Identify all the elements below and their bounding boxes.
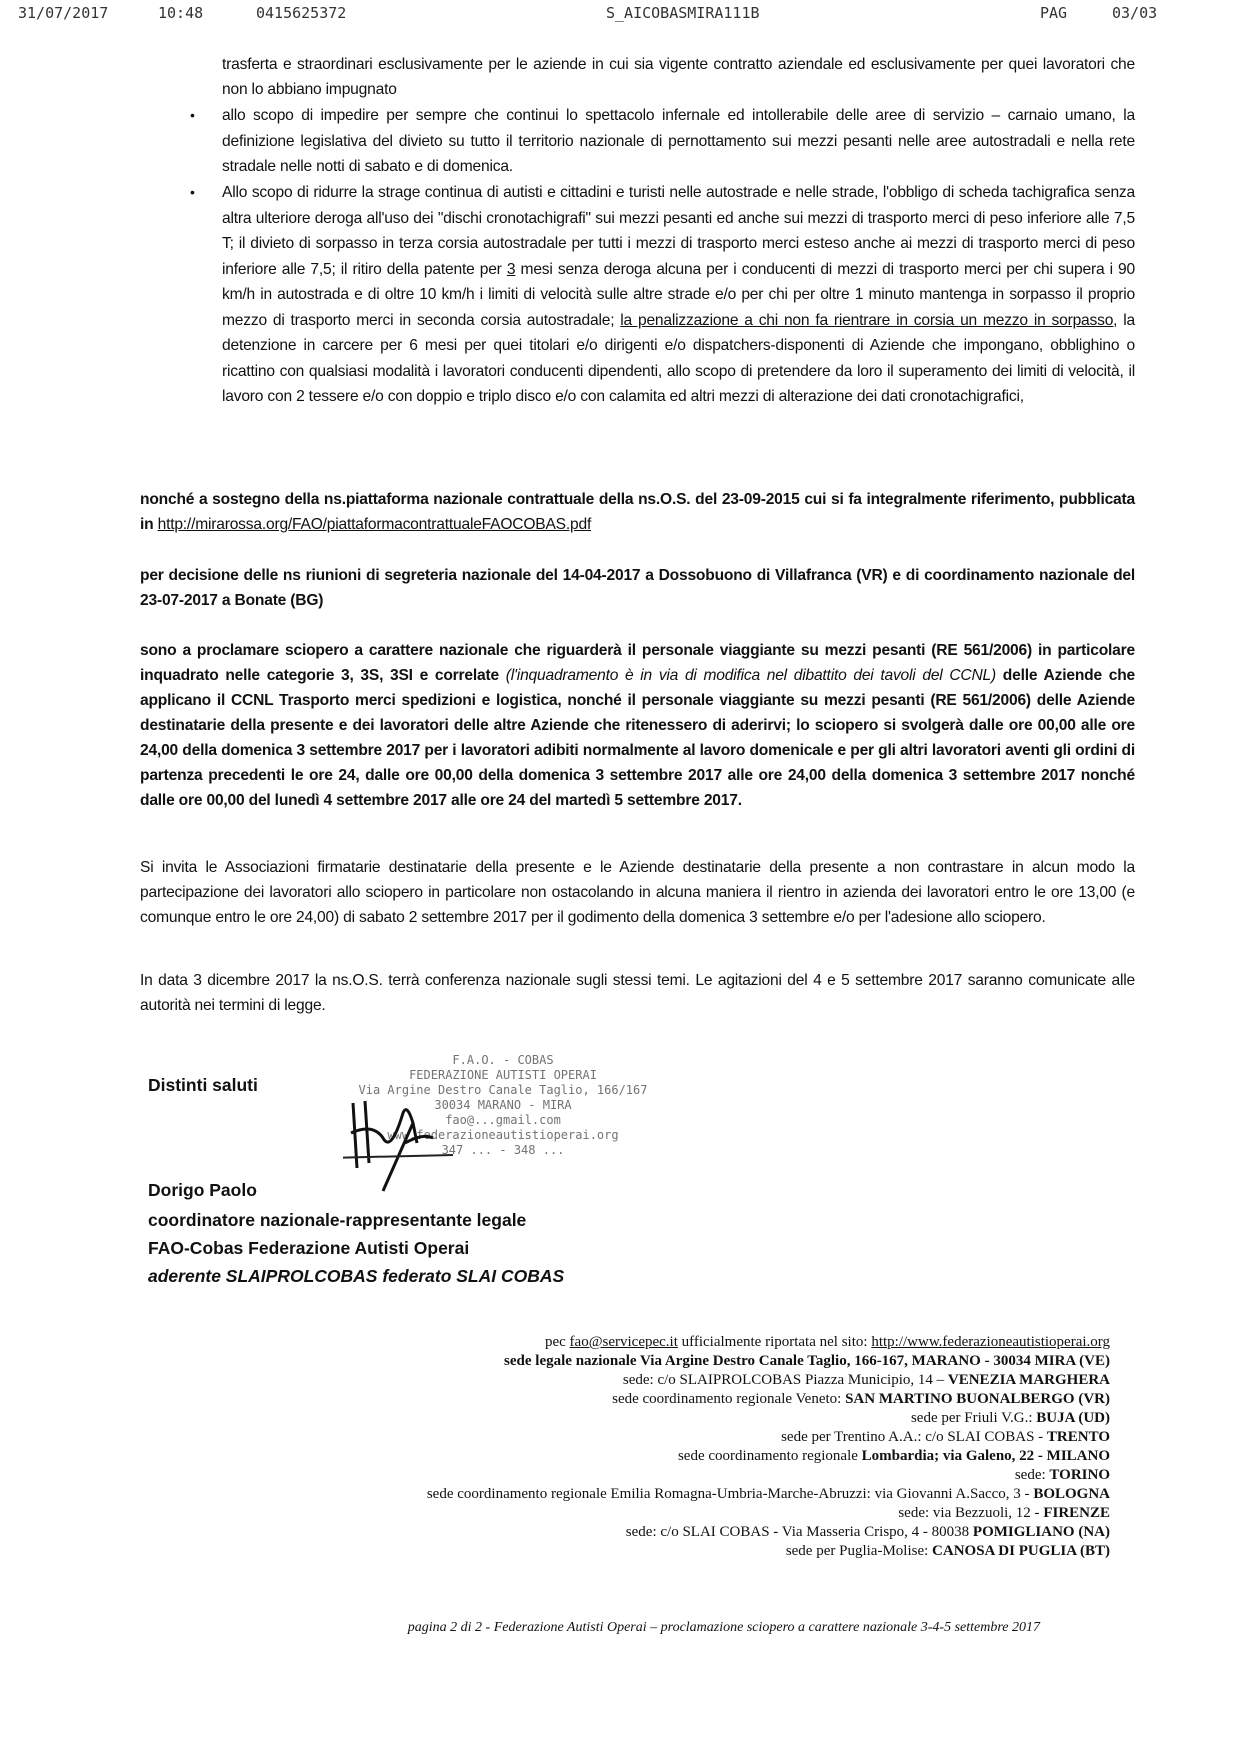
strike-text-part2: delle Aziende che applicano il CCNL Trasporto merci spedizioni e logistica, nonché il personale viaggiante su mezzi pesanti (RE 561/2006) delle Aziende destinatarie della presente e dei lavoratori delle altre Aziende che ritenessero di aderirvi; lo sciopero si svolgerà dalle ore 00,00 alle ore 24,00 della domenica 3 settembre 2017 per i lavoratori adibiti normalmente al lavoro domenicale e per gli altri lavoratori aventi gli ordini di partenza precedenti le ore 24, dalle ore 00,00 della domenica 3 settembre 2017 alle ore 24,00 della domenica 3 settembre 2017 nonché dalle ore 00,00 del lunedì 4 settembre 2017 alle ore 24 del martedì 5 settembre 2017. — [140, 667, 1136, 809]
pec-email-link[interactable]: fao@servicepec.it — [569, 1334, 678, 1350]
strike-paragraph — [140, 638, 1135, 813]
address-line — [210, 1466, 1110, 1484]
address-line — [210, 1504, 1110, 1522]
address-line — [210, 1390, 1110, 1408]
address-value: SAN MARTINO BUONALBERGO (VR) — [845, 1391, 1110, 1407]
conference-paragraph: In data 3 dicembre 2017 la ns.O.S. terrà conferenza nazionale sugli stessi temi. Le agitazioni del 4 e 5 settembre 2017 saranno comunicate alle autorità nei termini di legge. — [140, 972, 1135, 1014]
bullet-item — [190, 103, 1135, 180]
address-value: TRENTO — [1046, 1429, 1110, 1445]
stamp-line: FEDERAZIONE AUTISTI OPERAI — [409, 1068, 597, 1082]
bullet-item — [190, 180, 1136, 410]
stamp-line: 347 ... - 348 ... — [441, 1143, 565, 1157]
address-pec — [210, 1333, 1110, 1351]
address-label: sede: c/o SLAIPROLCOBAS Piazza Municipio, 14 – — [622, 1372, 948, 1388]
bullet-text: allo scopo di impedire per sempre che continui lo spettacolo infernale ed intollerabile delle aree di servizio – carnaio umano, la definizione legislativa del divieto su tutto il territorio nazionale di pernottamento sui mezzi pesanti nelle aree autostradali e nella rete stradale nelle notti di sabato e di domenica. — [222, 107, 1135, 175]
signature-block — [148, 1053, 668, 1303]
bullet-icon: • — [190, 107, 195, 123]
bullet-icon: • — [190, 184, 195, 200]
address-value: POMIGLIANO (NA) — [972, 1524, 1110, 1540]
address-line — [210, 1352, 1110, 1370]
bullet-text-part2: mesi senza deroga alcuna per i conducenti di mezzi di trasporto merci per chi supera i 90 km/h in autostrada e di oltre 10 km/h i limiti di velocità sulle altre strade e/o per chi per oltre 1 minuto mantenga in sorpasso il proprio mezzo di trasporto merci in seconda corsia autostradale; — [222, 260, 1135, 329]
intro-continuation: trasferta e straordinari esclusivamente per le aziende in cui sia vigente contratto aziendale ed esclusivamente per quei lavoratori che non lo abbiano impugnato — [222, 56, 1135, 98]
address-value: BUJA (UD) — [1036, 1410, 1110, 1426]
invite-paragraph: Si invita le Associazioni firmatarie destinatarie della presente e le Aziende destinatarie della presente a non contrastare in alcun modo la partecipazione dei lavoratori allo sciopero in particolare non ostacolando in alcuna maniera il rientro in azienda dei lavoratori entro le ore 13,00 (e comunque entro le ore 24,00) di sabato 2 settembre 2017 per il godimento della domenica 3 settembre e/o per l'adesione allo sciopero. — [140, 859, 1135, 926]
address-value: CANOSA DI PUGLIA (BT) — [932, 1543, 1110, 1559]
stamp-line: 30034 MARANO - MIRA — [434, 1098, 572, 1112]
address-value: Via Argine Destro Canale Taglio, 166-167, MARANO - 30034 MIRA (VE) — [640, 1353, 1110, 1369]
fax-number: 0415625372 — [256, 4, 347, 22]
stamp-line: fao@...gmail.com — [445, 1113, 561, 1127]
platform-paragraph — [140, 487, 1135, 537]
address-line — [210, 1485, 1110, 1503]
fax-time: 10:48 — [158, 4, 204, 22]
page-footer: pagina 2 di 2 - Federazione Autisti Operai – proclamazione sciopero a carattere nazionale 3-4-5 settembre 2017 — [407, 1620, 1040, 1635]
address-line — [210, 1409, 1110, 1427]
signatory-organization: FAO-Cobas Federazione Autisti Operai — [148, 1238, 470, 1258]
address-line — [210, 1428, 1110, 1446]
signature-closing: Distinti saluti — [148, 1075, 258, 1095]
address-value: VENEZIA MARGHERA — [947, 1372, 1110, 1388]
strike-text-part1: sono a proclamare sciopero a carattere nazionale che riguarderà il personale viaggiante su mezzi pesanti (RE 561/2006) in particolare inquadrato nelle categorie 3, 3S, 3SI e correlate — [140, 642, 1135, 684]
bullet-underlined-text: la penalizzazione a chi non fa rientrare in corsia un mezzo in sorpasso, — [620, 311, 1118, 329]
address-label: sede per Friuli V.G.: — [910, 1410, 1037, 1426]
fax-page-number: 03/03 — [1112, 4, 1158, 22]
strike-italic-note: (l'inquadramento è in via di modifica nel dibattito dei tavoli del CCNL) — [505, 667, 997, 684]
address-label: sede per Puglia-Molise: — [785, 1543, 933, 1559]
address-label: sede coordinamento regionale Veneto: — [612, 1391, 846, 1407]
pec-label: pec — [544, 1334, 570, 1350]
address-line — [210, 1542, 1110, 1560]
fax-header — [0, 4, 1242, 26]
fax-date: 31/07/2017 — [18, 4, 109, 22]
decision-paragraph: per decisione delle ns riunioni di segreteria nazionale del 14-04-2017 a Dossobuono di Villafranca (VR) e di coordinamento nazionale del 23-07-2017 a Bonate (BG) — [140, 567, 1135, 609]
stamp-line: Via Argine Destro Canale Taglio, 166/167 — [358, 1083, 648, 1097]
stamp-line: www.federazioneautistioperai.org — [387, 1128, 619, 1142]
bullet-text-part1: Allo scopo di ridurre la strage continua di autisti e cittadini e turisti nelle autostrade e nelle strade, l'obbligo di scheda tachigrafica senza altra ulteriore deroga all'uso dei "dischi cronotachigrafi" sui mezzi pesanti ed anche sui mezzi di trasporto merci di peso inferiore alle 7,5 T; il divieto di sorpasso in terza corsia autostradale per tutti i mezzi di trasporto merci esteso anche ai mezzi di trasporto merci di peso inferiore alle 7,5; il ritiro della patente per — [222, 184, 1135, 278]
stamp-line: F.A.O. - COBAS — [452, 1053, 554, 1067]
address-line — [210, 1447, 1110, 1465]
address-label: sede legale nazionale — [504, 1353, 641, 1369]
fax-sender-id: S_AICOBASMIRA111B — [606, 4, 760, 22]
address-value: TORINO — [1049, 1467, 1110, 1483]
address-label: sede coordinamento regionale Emilia Romagna-Umbria-Marche-Abruzzi: via Giovanni A.Sacco, 3 - — [426, 1486, 1034, 1502]
address-line — [210, 1523, 1110, 1541]
address-rest: ; via Galeno, 22 - MILANO — [934, 1448, 1110, 1464]
platform-text: nonché a sostegno della ns.piattaforma nazionale contrattuale della ns.O.S. del 23-09-2015 cui si fa integralmente riferimento, pubblicata in — [140, 491, 1135, 533]
address-label: sede: via Bezzuoli, 12 - — [898, 1505, 1044, 1521]
pec-middle: ufficialmente riportata nel sito: — [677, 1334, 872, 1350]
address-value: Lombardia — [861, 1448, 935, 1464]
platform-link[interactable]: http://mirarossa.org/FAO/piattaformacontrattualeFAOCOBAS.pdf — [157, 516, 592, 533]
address-line — [210, 1371, 1110, 1389]
signatory-name: Dorigo Paolo — [148, 1180, 257, 1200]
address-value: FIRENZE — [1043, 1505, 1110, 1521]
handwritten-signature — [343, 1083, 463, 1193]
bullet-text-part3: la detenzione in carcere per 6 mesi per quei titolari e/o dirigenti e/o dispatchers-disponenti di Aziende che impongano, obblighino o ricattino con qualsiasi modalità i lavoratori conducenti dipendenti, allo scopo di pretendere da loro il superamento dei limiti di velocità, il lavoro con 2 tessere e/o con doppio e triplo disco e/o con calamita ed altri mezzi di alterazione dei dati cronotachigrafici, — [222, 311, 1136, 405]
address-label: sede coordinamento regionale — [677, 1448, 862, 1464]
address-label: sede: c/o SLAI COBAS - Via Masseria Crispo, 4 - 80038 — [625, 1524, 973, 1540]
website-link[interactable]: http://www.federazioneautistioperai.org — [871, 1334, 1110, 1350]
address-value: BOLOGNA — [1033, 1486, 1110, 1502]
address-label: sede: — [1014, 1467, 1050, 1483]
signatory-affiliation: aderente SLAIPROLCOBAS federato SLAI COBAS — [148, 1266, 565, 1286]
signatory-role: coordinatore nazionale-rappresentante legale — [148, 1210, 527, 1230]
address-label: sede per Trentino A.A.: c/o SLAI COBAS - — [781, 1429, 1047, 1445]
fax-page-label: PAG — [1040, 4, 1068, 22]
bullet-months: 3 — [506, 260, 516, 278]
